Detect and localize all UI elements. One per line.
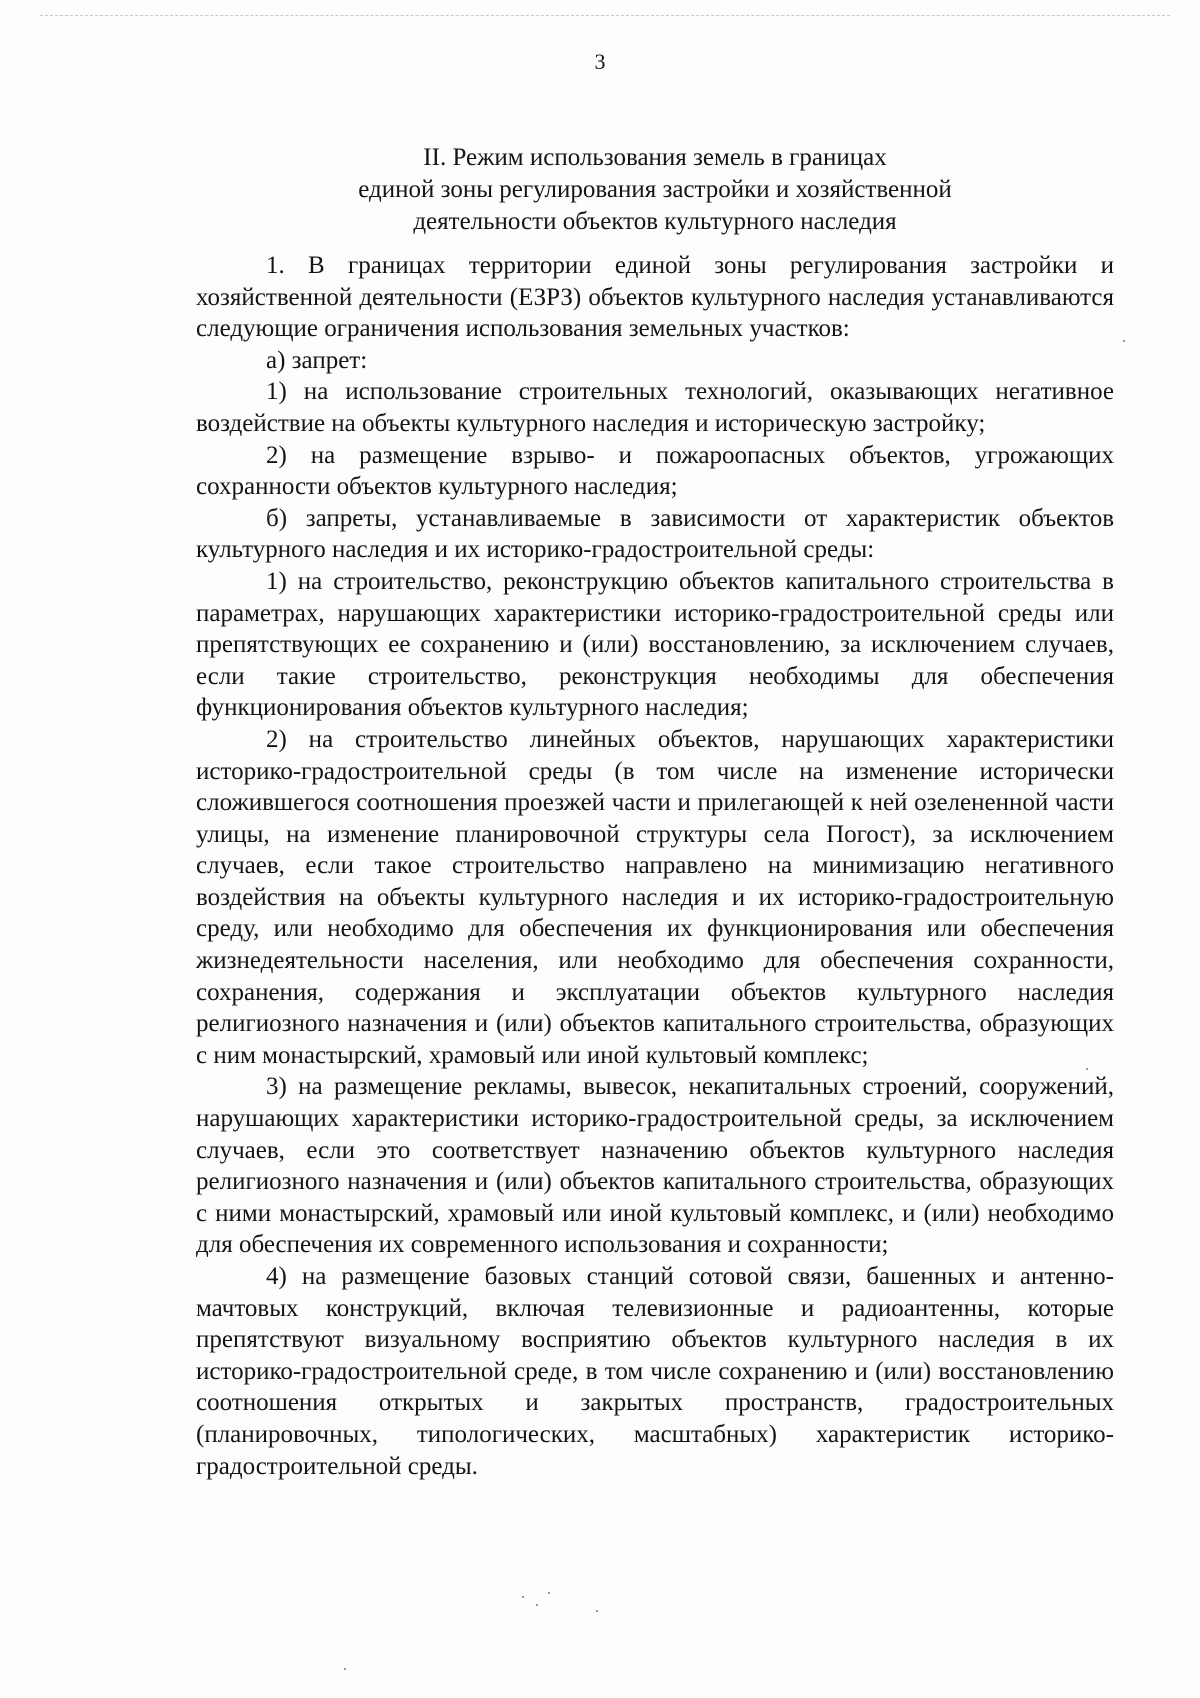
paragraph-a-item-2: 2) на размещение взрыво- и пожароопасных объектов, угрожающих сохранности объектов культурного наследия; (196, 441, 1114, 501)
scan-speck (548, 1592, 550, 1594)
section-heading-line: деятельности объектов культурного наследия (413, 208, 897, 235)
scan-speck (1123, 340, 1125, 342)
paragraph-a-prohibition: а) запрет: (266, 346, 368, 374)
section-heading-line: единой зоны регулирования застройки и хозяйственной (358, 176, 952, 203)
section-heading-line: II. Режим использования земель в границах (423, 144, 887, 171)
paragraph-b-item-3: 3) на размещение рекламы, вывесок, некапитальных строений, сооружений, нарушающих характеристики историко-градостроительной среды, за исключением случаев, если это соответствует назначению объектов культурного наследия религиозного назначения и (или) объектов капитального строительства, образующих с ними монастырский, храмовый или иной культовый комплекс, и (или) необходимо для обеспечения их современного использования и сохранности; (196, 1073, 1114, 1259)
scan-speck (536, 1604, 538, 1606)
paragraph-b-item-4: 4) на размещение базовых станций сотовой связи, башенных и антенно-мачтовых конструкций, включая телевизионные и радиоантенны, которые препятствуют визуальному восприятию объектов культурного наследия в их историко-градостроительной среде, в том числе сохранению и (или) восстановлению соотношения открытых и закрытых пространств, градостроительных (планировочных, типологических, масштабных) характеристик историко-градостроительной среды. (196, 1263, 1114, 1480)
paragraph-clause-1: 1. В границах территории единой зоны регулирования застройки и хозяйственной деятельности (ЕЗРЗ) объектов культурного наследия устанавливаются следующие ограничения использования земельных участков: (196, 252, 1114, 343)
document-body (196, 250, 1114, 1482)
paragraph-a-item-1: 1) на использование строительных технологий, оказывающих негативное воздействие на объекты культурного наследия и историческую застройку; (196, 378, 1114, 437)
page-number: 3 (594, 49, 606, 74)
paragraph-b-prohibitions: б) запреты, устанавливаемые в зависимости от характеристик объектов культурного наследия и их историко-градостроительной среды: (196, 504, 1114, 564)
paragraph-b-item-2: 2) на строительство линейных объектов, нарушающих характеристики историко-градостроительной среды (в том числе на изменение исторически сложившегося соотношения проезжей части и прилегающей к ней озелененной части улицы, на изменение планировочной структуры села Погост), за исключением случаев, если такое строительство направлено на минимизацию негативного воздействия на объекты культурного наследия и их историко-градостроительную среду, или необходимо для обеспечения их функционирования или обеспечения жизнедеятельности населения, или необходимо для обеспечения сохранности, сохранения, содержания и эксплуатации объектов культурного наследия религиозного назначения и (или) объектов капитального строительства, образующих с ним монастырский, храмовый или иной культовый комплекс; (196, 725, 1114, 1069)
scan-speck (522, 1596, 524, 1598)
scan-speck (1086, 1068, 1088, 1070)
scan-speck (344, 1668, 346, 1670)
scan-edge-line (40, 15, 1170, 20)
section-heading (196, 142, 1114, 238)
paragraph-b-item-1: 1) на строительство, реконструкцию объектов капитального строительства в параметрах, нарушающих характеристики историко-градостроительной среды или препятствующих ее сохранению и (или) восстановлению, за исключением случаев, если такие строительство, реконструкция необходимы для обеспечения функционирования объектов культурного наследия; (196, 567, 1114, 722)
scan-speck (596, 1610, 598, 1612)
